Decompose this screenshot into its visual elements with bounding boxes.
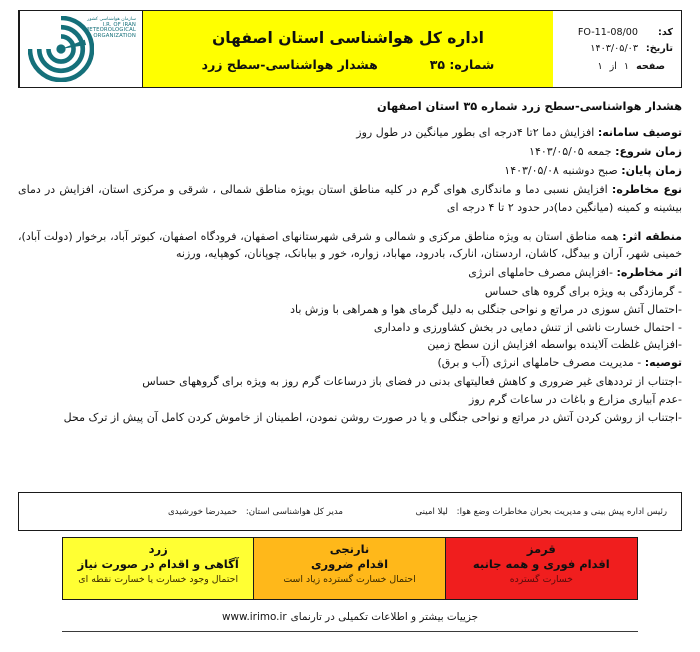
warning-level-title: هشدار هواشناسی-سطح زرد [201, 56, 378, 72]
end-time-value: صبح دوشنبه ۱۴۰۳/۰۵/۰۸ [504, 164, 618, 178]
organization-title: اداره کل هواشناسی استان اصفهان [212, 28, 484, 47]
date-label: تاریخ: [645, 43, 673, 54]
hazard-effect-label: اثر مخاطره: [616, 266, 682, 280]
affected-area-field [18, 228, 682, 264]
warning-number [430, 57, 495, 72]
page-of-label: از [609, 61, 617, 72]
logo-text-block [64, 18, 136, 40]
warning-number-label: شماره: [449, 56, 495, 72]
level-name: زرد [148, 542, 168, 556]
level-note: خسارت گسترده [509, 574, 573, 586]
hazard-type-field [18, 181, 682, 217]
document-body [18, 97, 682, 483]
level-note: احتمال خسارت گسترده زیاد است [283, 574, 416, 586]
warning-number-value: ۳۵ [429, 56, 446, 72]
header-logo-box [19, 11, 142, 87]
irimo-logo [22, 12, 140, 86]
level-action: آگاهی و اقدام در صورت نیاز [77, 557, 239, 572]
hazard-effect-first: -افزایش مصرف حاملهای انرژی [468, 266, 613, 280]
code-row [561, 27, 673, 38]
start-time-field [18, 143, 682, 161]
hazard-type-value: افزایش نسبی دما و ماندگاری هوای گرم در کلیه مناطق استان بویژه مناطق شمالی ، شرقی و مرکزی استان، افزایش در دمای بیشینه و کمینه (میانگین دما)در حدود ۲ تا ۴ درجه ای [18, 182, 682, 214]
footer-url[interactable]: www.irimo.ir [221, 610, 287, 623]
date-value: ۱۴۰۳/۰۵/۰۳ [590, 43, 638, 54]
director-name: حمیدرضا خورشیدی [167, 506, 238, 517]
logo-line-1: I.R. OF IRAN [102, 21, 136, 28]
forecaster-name: لیلا امینی [415, 506, 448, 517]
logo-line-3: ORGANIZATION [93, 33, 136, 40]
document-footer [62, 602, 638, 632]
list-item: - احتمال خسارت ناشی از تنش دمایی در بخش کشاورزی و دامداری [373, 320, 682, 334]
document-title: هشدار هواشناسی-سطح زرد شماره ۳۵ استان اصفهان [376, 99, 682, 113]
body-spacer [18, 218, 682, 228]
code-value: FO-11-08/00 [577, 27, 638, 38]
list-item: -افزایش غلظت آلاینده بواسطه افزایش ازن سطح زمین [427, 338, 682, 352]
level-note: احتمال وجود خسارت یا خسارت نقطه ای [78, 574, 239, 586]
spiral-center-dot [56, 44, 65, 53]
recommendation-first: - مدیریت مصرف حاملهای انرژی (آب و برق) [437, 356, 642, 370]
level-action: اقدام ضروری [310, 557, 389, 572]
recommendation-list [18, 373, 682, 426]
header-title-banner [142, 11, 553, 87]
date-row [561, 43, 673, 54]
hazard-effect-list [18, 283, 682, 354]
affected-area-value: همه مناطق استان به ویژه مناطق مرکزی و شمالی و شرقی شهرستانهای اصفهان، فرودگاه اصفهان، کبوتر آباد، برخوار (دولت آباد)، خمینی شهر، آران و بیدگل، کاشان، اردستان، انارک، بادرود، مهاباد، زواره، خور و بیابانک، چوپانان، کوهپایه، ورزنه [18, 229, 682, 261]
header-meta-box [553, 11, 681, 87]
list-item: - گرمازدگی به ویژه برای گروه های حساس [484, 284, 682, 298]
logo-persian-line: سازمان هواشناسی کشور [87, 17, 136, 22]
recommendation-label: توصیه: [644, 356, 682, 370]
page-current: ۱ [623, 61, 630, 72]
director-signature [19, 507, 343, 517]
logo-line-2: METEOROLOGICAL [84, 27, 136, 34]
level-name: قرمز [526, 542, 556, 556]
level-cell-orange [254, 538, 445, 599]
document-header [18, 10, 682, 88]
director-title: مدیر کل هواشناسی استان: [245, 506, 343, 517]
hazard-type-label: نوع مخاطره: [611, 182, 682, 196]
level-name: نارنجی [329, 542, 370, 556]
level-action: اقدام فوری و همه جانبه [472, 557, 610, 572]
signature-box [18, 492, 682, 531]
warning-level-legend [62, 537, 638, 600]
page-label: صفحه [636, 61, 665, 72]
page-row [561, 61, 673, 72]
footer-label: جزییات بیشتر و اطلاعات تکمیلی در تارنمای [290, 610, 479, 623]
start-time-label: زمان شروع: [615, 145, 682, 159]
affected-area-label: منطقه اثر: [622, 229, 682, 243]
system-description-value: افزایش دما ۲تا ۴درجه ای بطور میانگین در طول روز [356, 126, 595, 140]
footer-text [222, 611, 478, 623]
start-time-value: جمعه ۱۴۰۳/۰۵/۰۵ [529, 145, 612, 159]
list-item: -عدم آبیاری مزارع و باغات در ساعات گرم روز [469, 392, 682, 406]
list-item: -اجتناب از روشن کردن آتش در مراتع و نواحی جنگلی و یا در صورت روشن نمودن، اطمینان از خاموش کردن کامل آن پیش از ترک محل [63, 410, 682, 424]
level-cell-red [446, 538, 637, 599]
forecaster-title: رئیس اداره پیش بینی و مدیریت بحران مخاطرات وضع هوا: [456, 506, 667, 517]
recommendation-field [18, 354, 682, 372]
system-description-field [18, 124, 682, 142]
page-total: ۱ [597, 61, 603, 72]
system-description-label: توصیف سامانه: [597, 126, 682, 140]
code-label: کد: [658, 27, 673, 38]
end-time-label: زمان پایان: [621, 164, 682, 178]
list-item: -احتمال آتش سوزی در مراتع و نواحی جنگلی به دلیل گرمای هوا و همراهی با وزش باد [290, 302, 682, 316]
list-item: -اجتناب از ترددهای غیر ضروری و کاهش فعالیتهای بدنی در فضای باز درساعات گرم روز به ویژه برای گروههای حساس [142, 375, 682, 389]
forecaster-signature [343, 507, 681, 517]
hazard-effect-field [18, 264, 682, 282]
header-subtitle-row [157, 57, 539, 72]
level-cell-yellow [63, 538, 254, 599]
end-time-field [18, 162, 682, 180]
